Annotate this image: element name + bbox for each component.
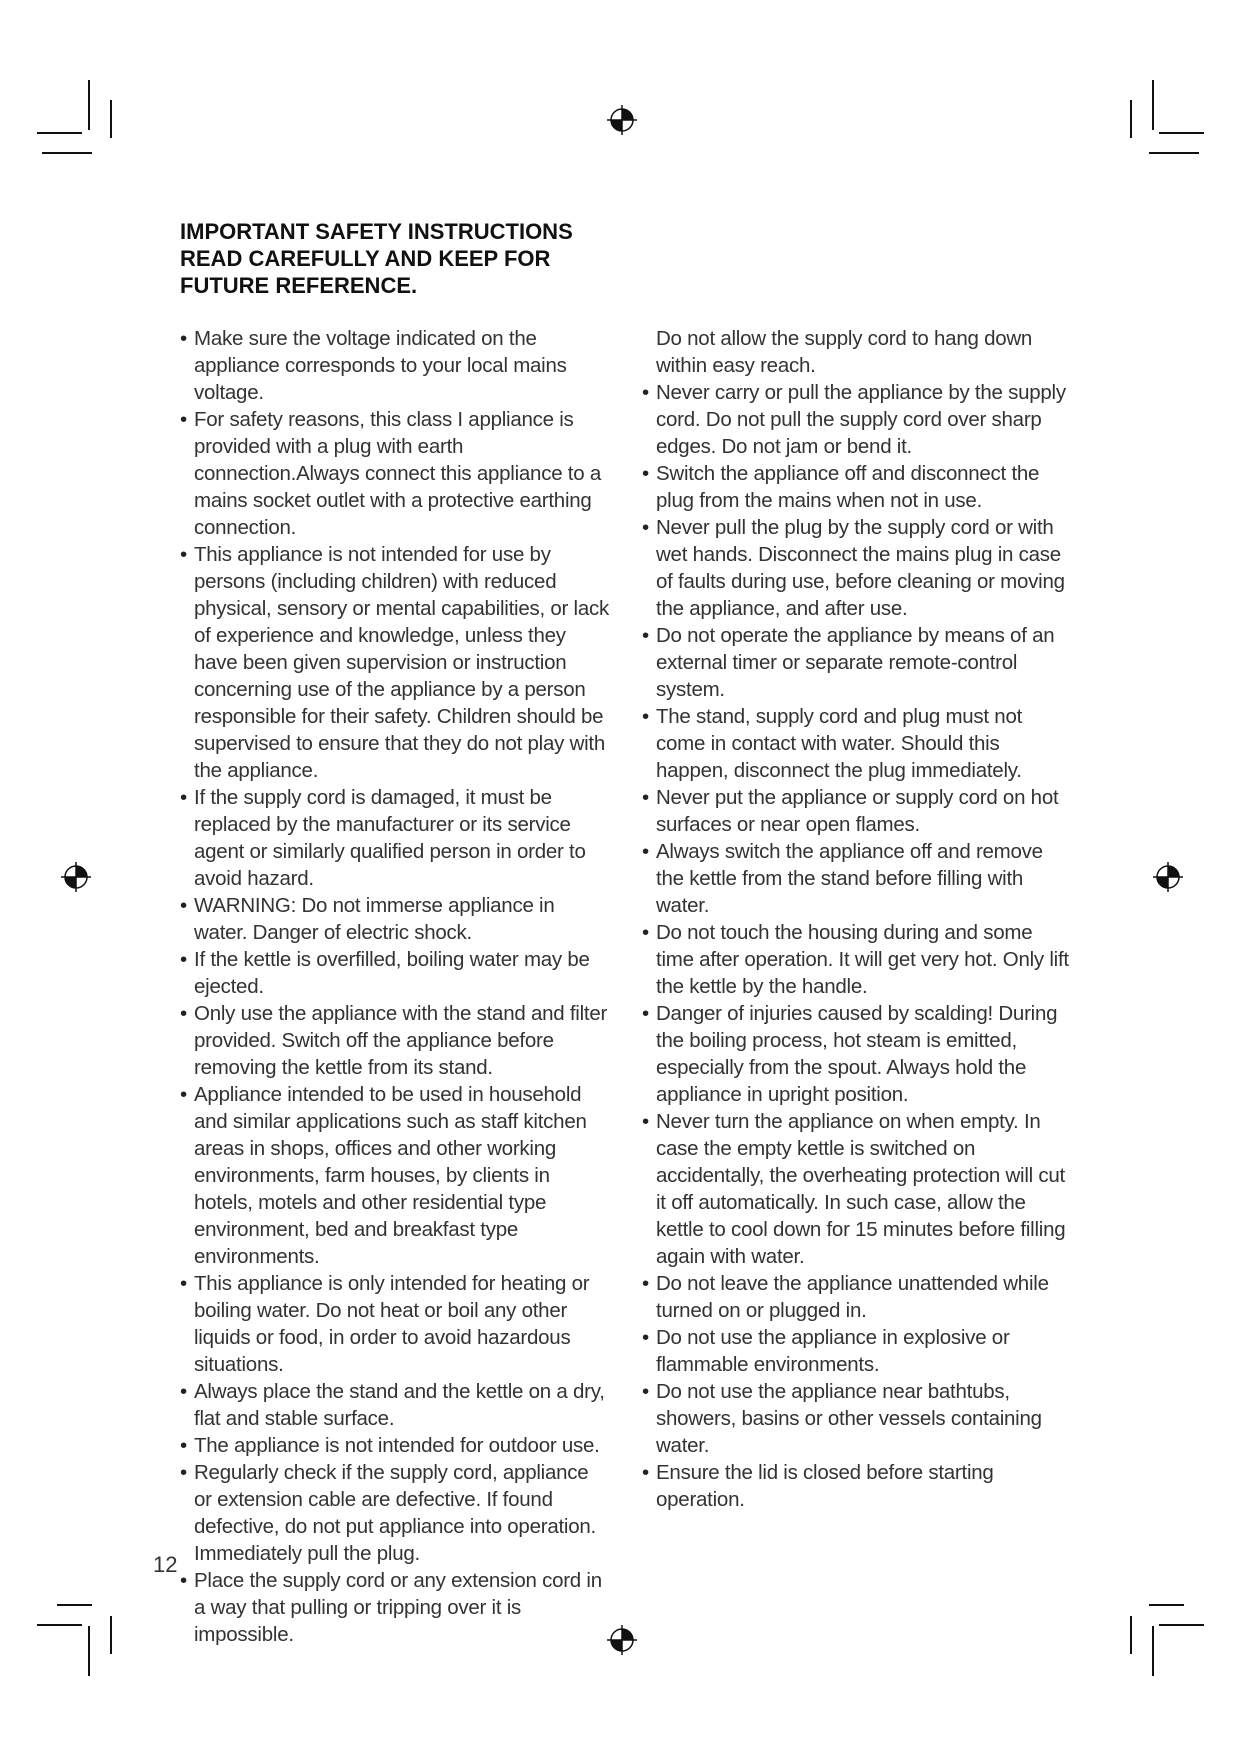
crop-mark — [1149, 152, 1199, 154]
list-item: • Do not leave the appliance unattended while turned on or plugged in. — [642, 1270, 1072, 1324]
list-item: • This appliance is only intended for heating or boiling water. Do not heat or boil any other liquids or food, in order to avoid hazardous situations. — [180, 1270, 610, 1378]
safety-list-left — [180, 325, 610, 1648]
registration-mark-icon — [607, 1625, 637, 1655]
crop-mark — [37, 1624, 82, 1626]
crop-mark — [110, 1616, 112, 1654]
crop-mark — [1130, 100, 1132, 138]
list-item: • Switch the appliance off and disconnect the plug from the mains when not in use. — [642, 460, 1072, 514]
crop-mark — [42, 152, 92, 154]
crop-mark — [1130, 1616, 1132, 1654]
list-item: • This appliance is not intended for use by persons (including children) with reduced physical, sensory or mental capabilities, or lack of experience and knowledge, unless they have been given supervision or instruction concerning use of the appliance by a person responsible for their safety. Children should be supervised to ensure that they do not play with the appliance. — [180, 541, 610, 784]
list-item: • Ensure the lid is closed before starting operation. — [642, 1459, 1072, 1513]
registration-mark-icon — [61, 862, 91, 892]
list-item: • Do not use the appliance in explosive or flammable environments. — [642, 1324, 1072, 1378]
list-item: • Only use the appliance with the stand and filter provided. Switch off the appliance before removing the kettle from its stand. — [180, 1000, 610, 1081]
crop-mark — [1152, 1626, 1154, 1676]
crop-mark — [57, 1604, 92, 1606]
list-item: • Always switch the appliance off and remove the kettle from the stand before filling with water. — [642, 838, 1072, 919]
list-item: • Place the supply cord or any extension cord in a way that pulling or tripping over it is impossible. — [180, 1567, 610, 1648]
page-number: 12 — [153, 1552, 178, 1577]
registration-mark-icon — [607, 105, 637, 135]
list-item: • WARNING: Do not immerse appliance in water. Danger of electric shock. — [180, 892, 610, 946]
list-item: • Never turn the appliance on when empty. In case the empty kettle is switched on accidentally, the overheating protection will cut it off automatically. In such case, allow the kettle to cool down for 15 minutes before filling again with water. — [642, 1108, 1072, 1270]
list-item-continuation: Do not allow the supply cord to hang down within easy reach. — [656, 327, 1033, 377]
registration-mark-icon — [1153, 862, 1183, 892]
crop-mark — [1152, 80, 1154, 130]
list-item: • For safety reasons, this class I appliance is provided with a plug with earth connection.Always connect this appliance to a mains socket outlet with a protective earthing connection. — [180, 406, 610, 541]
crop-mark — [1159, 132, 1204, 134]
list-item: • Never put the appliance or supply cord on hot surfaces or near open flames. — [642, 784, 1072, 838]
crop-mark — [37, 132, 82, 134]
list-item: • Appliance intended to be used in household and similar applications such as staff kitchen areas in shops, offices and other working environments, farm houses, by clients in hotels, motels and other residential type environment, bed and breakfast type environments. — [180, 1081, 610, 1270]
crop-mark — [1159, 1624, 1204, 1626]
list-item: • If the supply cord is damaged, it must be replaced by the manufacturer or its service agent or similarly qualified person in order to avoid hazard. — [180, 784, 610, 892]
crop-mark — [88, 1626, 90, 1676]
crop-mark — [1149, 1604, 1184, 1606]
safety-list-right — [642, 325, 1072, 1513]
list-item: • The appliance is not intended for outdoor use. — [180, 1432, 610, 1459]
list-item: • The stand, supply cord and plug must not come in contact with water. Should this happen, disconnect the plug immediately. — [642, 703, 1072, 784]
crop-mark — [110, 100, 112, 138]
page-title: IMPORTANT SAFETY INSTRUCTIONS READ CAREFULLY AND KEEP FOR FUTURE REFERENCE. — [180, 219, 573, 298]
list-item: • Do not touch the housing during and some time after operation. It will get very hot. Only lift the kettle by the handle. — [642, 919, 1072, 1000]
list-item: • Never carry or pull the appliance by the supply cord. Do not pull the supply cord over sharp edges. Do not jam or bend it. — [642, 379, 1072, 460]
list-item: • Do not use the appliance near bathtubs, showers, basins or other vessels containing water. — [642, 1378, 1072, 1459]
list-item: • Danger of injuries caused by scalding! During the boiling process, hot steam is emitted, especially from the spout. Always hold the appliance in upright position. — [642, 1000, 1072, 1108]
list-item: • Regularly check if the supply cord, appliance or extension cable are defective. If found defective, do not put appliance into operation. Immediately pull the plug. — [180, 1459, 610, 1567]
list-item: • Never pull the plug by the supply cord or with wet hands. Disconnect the mains plug in case of faults during use, before cleaning or moving the appliance, and after use. — [642, 514, 1072, 622]
list-item: • Do not operate the appliance by means of an external timer or separate remote-control system. — [642, 622, 1072, 703]
list-item: • Make sure the voltage indicated on the appliance corresponds to your local mains voltage. — [180, 325, 610, 406]
crop-mark — [88, 80, 90, 130]
list-item: • Always place the stand and the kettle on a dry, flat and stable surface. — [180, 1378, 610, 1432]
list-item: • If the kettle is overfilled, boiling water may be ejected. — [180, 946, 610, 1000]
